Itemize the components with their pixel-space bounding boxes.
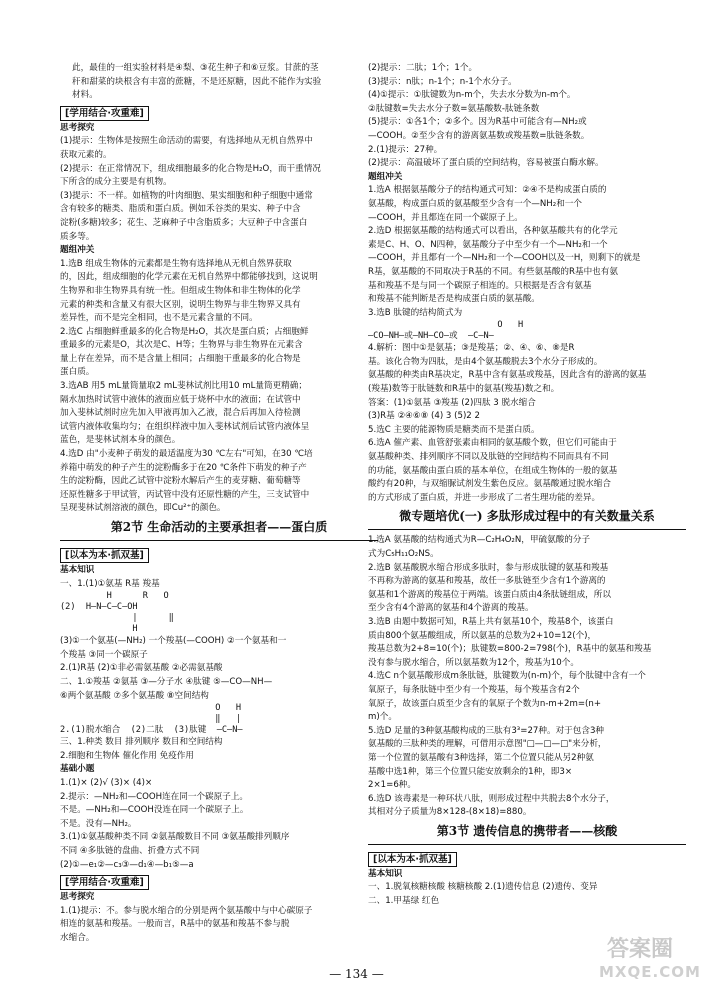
text-line: 2.(1)提示：27种。 xyxy=(368,144,443,155)
text-line: 3.选B 肽键的结构简式为 xyxy=(368,307,463,318)
text-line: R基，氨基酸的不同取决于R基的不同。有些氨基酸的R基中也有氨 xyxy=(368,266,618,277)
text-line: 试管内液体收集均匀；在组织样液中加入斐林试剂后试管内液体呈 xyxy=(60,421,310,432)
subheading: 题组冲关 xyxy=(60,245,95,256)
text-line: ⑥两个氨基酸 ⑦多个氨基酸 ⑧空间结构 xyxy=(60,690,209,701)
text-line: 量上存在差异，而不是含量上相同；占细胞干重最多的化合物是 xyxy=(60,353,301,364)
text-line: 生的淀粉酶，因此乙试管中淀粉水解后产生的麦芽糖、葡萄糖等 xyxy=(60,476,301,487)
text-line: ②肽键数=失去水分子数=氨基酸数-肽链条数 xyxy=(368,103,540,114)
text-line: 的，因此，组成细胞的化学元素在无机自然界中都能够找到，这说明 xyxy=(60,272,318,283)
section-divider xyxy=(60,540,378,541)
formula-line: O H xyxy=(60,703,242,714)
text-line: 重最多的元素是O，其次是C、H等；生物界与非生物界在元素含 xyxy=(60,340,303,351)
text-line: 4.解析：图中①是氨基；③是羧基；②、④、⑥、⑧是R xyxy=(368,343,575,354)
formula-line: 2.(1)脱水缩合 (2)二肽 (3)肽键 —C—N— xyxy=(60,725,243,736)
text-line: 氧原子，每条肽链中至少有一个羧基，每个羧基含有2个 xyxy=(368,684,580,695)
subheading: 基本知识 xyxy=(60,565,95,575)
formula-line: H R O xyxy=(60,591,169,602)
text-line: 还原性糖多于甲试管，丙试管中没有还原性糖的产生，三支试管中 xyxy=(60,489,310,500)
left-top-text xyxy=(60,62,378,103)
page-number: — 134 — xyxy=(329,967,384,981)
text-line: 羧基总数为2+8=10(个)；肽键数=800-2=798(个)，R基中的氨基和羧基 xyxy=(368,644,652,655)
text-line: 下所含的成分主要是有机物。 xyxy=(60,177,172,188)
text-line: 3.选B 由题中数据可知，R基上共有氨基10个，羧基8个，该蛋白 xyxy=(368,616,614,627)
text-line: 2.选C 占细胞鲜重最多的化合物是H₂O，其次是蛋白质；占细胞鲜 xyxy=(60,326,309,337)
text-line: 隔水加热时试管中液体的液面应低于烧杯中水的液面；在试管中 xyxy=(60,394,301,405)
text-line: 含有较多的糖类、脂质和蛋白质。例如禾谷类的果实、种子中含 xyxy=(60,204,301,215)
section-box-label: [以本为本·抓双基] xyxy=(60,548,149,563)
text-line: 一、1.脱氧核糖核酸 核糖核酸 2.(1)遗传信息 (2)遗传、变异 xyxy=(368,882,598,893)
text-line: (2)提示：二肽；1个；1个。 xyxy=(368,63,478,73)
text-line: 素是C、H、O、N四种，氨基酸分子中至少有一个—NH₂和一个 xyxy=(368,239,608,250)
text-line: 质多等。 xyxy=(60,231,95,242)
text-line: 2×1=6种。 xyxy=(368,780,416,791)
text-line: (2)提示：在正常情况下，组成细胞最多的化合物是H₂O，而干重情况 xyxy=(60,163,321,174)
section-title: 微专题培优(一) 多肽形成过程中的有关数量关系 xyxy=(399,509,655,524)
formula-line: O H xyxy=(368,320,524,331)
watermark-url: MXQE.COM xyxy=(599,963,701,981)
text-line: 获取元素的。 xyxy=(60,149,112,160)
text-line: 不是。没有—NH₂。 xyxy=(60,818,137,829)
text-line: 差异性，而不是完全相同，也不是元素含量的不同。 xyxy=(60,313,258,324)
text-line: 氨基酸种类、排列顺序不同以及肽链的空间结构不同而具有不同 xyxy=(368,452,609,463)
subheading: 思考探究 xyxy=(60,122,95,133)
text-line: 元素的种类和含量又有很大区别，说明生物界与非生物界又具有 xyxy=(60,299,301,310)
formula-line: (2) H—N—C—C—OH xyxy=(60,602,138,613)
text-line: 一、1.(1)①氨基 R基 羧基 xyxy=(60,578,160,589)
formula-line: —CO—NH—或—NH—CO—或 —C—N— xyxy=(368,331,494,342)
formula-line: | ‖ xyxy=(60,613,174,624)
text-line: 不再称为游离的氨基和羧基，故任一多肽链至少含有1个游离的 xyxy=(368,576,606,587)
text-line: 5.选D 足量的3种氨基酸构成的三肽有3³=27种。对于包含3种 xyxy=(368,725,605,736)
text-line: 氧原子，故该蛋白质至少含有的氧原子个数为n-m+2m=(n+ xyxy=(368,698,602,709)
text-line: 加入斐林试剂时应先加入甲液再加入乙液，混合后再加入待检测 xyxy=(60,408,301,419)
text-line: —COOH。②至少含有的游离氨基数或羧基数=肽链条数。 xyxy=(368,130,590,141)
amino-acid-formula xyxy=(60,591,378,635)
text-line: (1)提示：生物体是按照生命活动的需要，有选择地从无机自然界中 xyxy=(60,136,313,147)
text-line: 基酸中选1种，第三个位置只能安放剩余的1种，即3× xyxy=(368,766,573,777)
text-line: 的功能，氨基酸由蛋白质的基本单位，在组成生物体的一般的氨基 xyxy=(368,465,618,476)
text-line: 2.提示：—NH₂和—COOH连在同一个碳原子上。 xyxy=(60,791,249,802)
text-line: 式为C₅H₁₁O₂NS。 xyxy=(368,549,439,559)
think-block-1 xyxy=(60,135,378,244)
text-line: 1.(1)× (2)√ (3)× (4)× xyxy=(60,777,153,788)
formula-line: H xyxy=(60,624,138,635)
section-title: 第3节 遗传信息的携带者——核酸 xyxy=(436,823,618,838)
text-line: 6.选A 催产素、血管舒张素由相同的氨基酸个数，但它们可能由于 xyxy=(368,438,617,449)
text-line: 蛋白质。 xyxy=(60,367,95,378)
subheading: 基础小题 xyxy=(60,764,95,775)
text-line: 基。该化合物为四肽，是由4个氨基酸脱去3个水分子形成的。 xyxy=(368,356,603,367)
text-line: 蓝色，是斐林试剂本身的颜色。 xyxy=(60,435,181,446)
text-line: 相连的氨基和羧基。一般而言，R基中的氨基和羧基不参与脱 xyxy=(60,919,290,930)
text-line: 3.选AB 用5 mL量筒量取2 mL斐林试剂比用10 mL量筒更精确； xyxy=(60,381,307,392)
peptide-structure-formula xyxy=(368,320,686,342)
section-box-label: [学用结合·攻重难] xyxy=(60,106,149,121)
section-divider xyxy=(368,529,686,530)
text-line: (3)提示：n肽；n-1个；n-1个水分子。 xyxy=(368,76,517,87)
text-line: 氨基酸的三肽种类的理解，可借用示意图"□—□—□"来分析， xyxy=(368,739,607,750)
section-box-label: [学用结合·攻重难] xyxy=(60,875,149,890)
text-line: 秆和甜菜的块根含有丰富的蔗糖，不是还原糖，因此不能作为实验 xyxy=(72,76,322,87)
text-line: (3)R基 ②④⑥⑧ (4) 3 (5)2 2 xyxy=(368,411,480,422)
section-title: 第2节 生命活动的主要承担者——蛋白质 xyxy=(110,520,328,534)
text-line: 3.(1)①氨基酸种类不同 ②氨基酸数目不同 ③氨基酸排列顺序 xyxy=(60,832,290,843)
text-line: 6.选D 该毒素是一种环状八肽，则形成过程中共脱去8个水分子， xyxy=(368,793,615,804)
text-line: 不同 ④多肽链的盘曲、折叠方式不同 xyxy=(60,845,200,856)
watermark-logo xyxy=(595,930,705,985)
text-line: (3)①一个氨基(—NH₂) 一个羧基(—COOH) ②一个氨基和一 xyxy=(60,636,287,647)
text-line: 三、1.种类 数目 排列顺序 数目和空间结构 xyxy=(60,737,223,748)
section-box-label: [以本为本·抓双基] xyxy=(368,852,457,867)
text-line: —COOH，并且都连在同一个碳原子上。 xyxy=(368,212,523,223)
text-line: 2.(1)R基 (2)①非必需氨基酸 ②必需氨基酸 xyxy=(60,663,223,674)
topic-block-1 xyxy=(60,258,378,516)
formula-line: ‖ | xyxy=(60,714,242,725)
left-column xyxy=(60,62,378,945)
text-line: m)个。 xyxy=(368,712,397,723)
text-line: 第一个位置的氨基酸有3种选择，第二个位置只能从另2种氨 xyxy=(368,752,594,763)
text-line: 酸约有20种，与双缩脲试剂发生紫色反应。氨基酸通过脱水缩合 xyxy=(368,479,611,490)
watermark-text: 答案圈 xyxy=(607,937,674,962)
text-line: 至少含有4个游离的氨基和4个游离的羧基。 xyxy=(368,603,534,614)
text-line: 1.选A 根据氨基酸分子的结构通式可知：②④不是构成蛋白质的 xyxy=(368,185,607,196)
text-line: (2)①—e₁②—c₃③—d₁④—b₁⑤—a xyxy=(60,859,194,870)
text-line: (2)提示：高温破坏了蛋白质的空间结构，容易被蛋白酶水解。 xyxy=(368,158,604,169)
subheading: 思考探究 xyxy=(60,892,95,903)
text-line: 2.细胞和生物体 催化作用 免疫作用 xyxy=(60,750,194,761)
text-line: 2.选B 氨基酸脱水缩合形成多肽时，参与形成肽键的氨基和羧基 xyxy=(368,562,609,573)
text-line: 生物界和非生物界具有统一性。但组成生物体和非生物体的化学 xyxy=(60,285,301,296)
text-line: 氨基酸的种类由R基决定，R基中含有氨基或羧基，因此含有的游离的氨基 xyxy=(368,370,647,381)
text-line: 养箱中萌发的种子产生的淀粉酶多于在20 ℃条件下萌发的种子产 xyxy=(60,462,307,473)
text-line: 1.(1)提示：不。参与脱水缩合的分别是两个氨基酸中与中心碳原子 xyxy=(60,905,313,916)
text-line: 个羧基 ③同一个碳原子 xyxy=(60,649,148,660)
text-line: —COOH，并且都有一个—NH₂和一个—COOH以及一H，则剩下的就是 xyxy=(368,253,641,264)
text-line: 基和羧基不是与同一个碳原子相连的。只根据是否含有氨基 xyxy=(368,280,592,291)
text-line: 质由800个氨基酸组成，所以氨基的总数为2+10=12(个)， xyxy=(368,630,597,641)
text-line: 4.选D 由"小麦种子萌发的最适温度为30 ℃左右"可知，在30 ℃培 xyxy=(60,449,313,460)
subheading: 题组冲关 xyxy=(368,171,403,182)
text-line: 水缩合。 xyxy=(60,932,95,943)
text-line: 4.选C n个氨基酸形成m条肽链，肽键数为(n-m)个，每个肽键中含有一个 xyxy=(368,671,646,682)
text-line: 氨基和1个游离的羧基位于两端。该蛋白质由4条肽链组成，所以 xyxy=(368,589,611,600)
text-line: 淀粉(多糖)较多；花生、芝麻种子中含脂质多；大豆种子中含蛋白 xyxy=(60,217,308,228)
text-line: 1.选B 组成生物体的元素都是生物有选择地从无机自然界获取 xyxy=(60,258,292,269)
right-column xyxy=(368,62,686,909)
section-divider xyxy=(368,844,686,845)
text-line: 材料。 xyxy=(72,90,98,101)
peptide-bond-formula xyxy=(60,703,378,736)
text-line: 二、1.甲基绿 红色 xyxy=(368,896,440,907)
text-line: (3)提示：不一样。如植物的叶肉细胞、果实细胞和种子细胞中通常 xyxy=(60,190,313,201)
text-line: 不是。—NH₂和—COOH没连在同一个碳原子上。 xyxy=(60,805,249,816)
text-line: 二、1.①羧基 ②氨基 ③—分子水 ④肽键 ⑤—CO—NH— xyxy=(60,676,273,687)
text-line: 1.选A 氨基酸的结构通式为R—C₂H₄O₂N，甲硫氨酸的分子 xyxy=(368,535,591,546)
text-line: 5.选C 主要的能源物质是糖类而不是蛋白质。 xyxy=(368,424,540,435)
text-line: (5)提示：①各1个；②多个。因为R基中可能含有—NH₂或 xyxy=(368,117,587,128)
text-line: 答案：(1)①氨基 ③羧基 (2)四肽 3 脱水缩合 xyxy=(368,397,536,408)
text-line: 2.选D 根据氨基酸的结构通式可以看出，各种氨基酸共有的化学元 xyxy=(368,226,618,237)
text-line: 此，最佳的一组实验材料是④梨、③花生种子和⑥豆浆。甘蔗的茎 xyxy=(72,63,319,73)
text-line: 呈现斐林试剂溶液的颜色，即Cu²⁺的颜色。 xyxy=(60,503,226,514)
text-line: 其相对分子质量为8×128-(8×18)=880。 xyxy=(368,807,532,818)
text-line: (羧基)数等于肽链数和R基中的氨基(羧基)数之和。 xyxy=(368,384,560,395)
text-line: 氨基酸，构成蛋白质的氨基酸至少含有一个—NH₂和一个 xyxy=(368,198,582,209)
text-line: 的方式形成了蛋白质，并进一步形成了二者生理功能的差异。 xyxy=(368,492,601,503)
text-line: 没有参与脱水缩合，所以氨基数为12个，羧基为10个。 xyxy=(368,657,579,668)
text-line: (4)①提示：①肽键数为n-m个，失去水分数为n-m个。 xyxy=(368,90,576,101)
subheading: 基本知识 xyxy=(368,868,403,879)
text-line: 和羧基不能判断是否是构成蛋白质的氨基酸。 xyxy=(368,294,540,305)
